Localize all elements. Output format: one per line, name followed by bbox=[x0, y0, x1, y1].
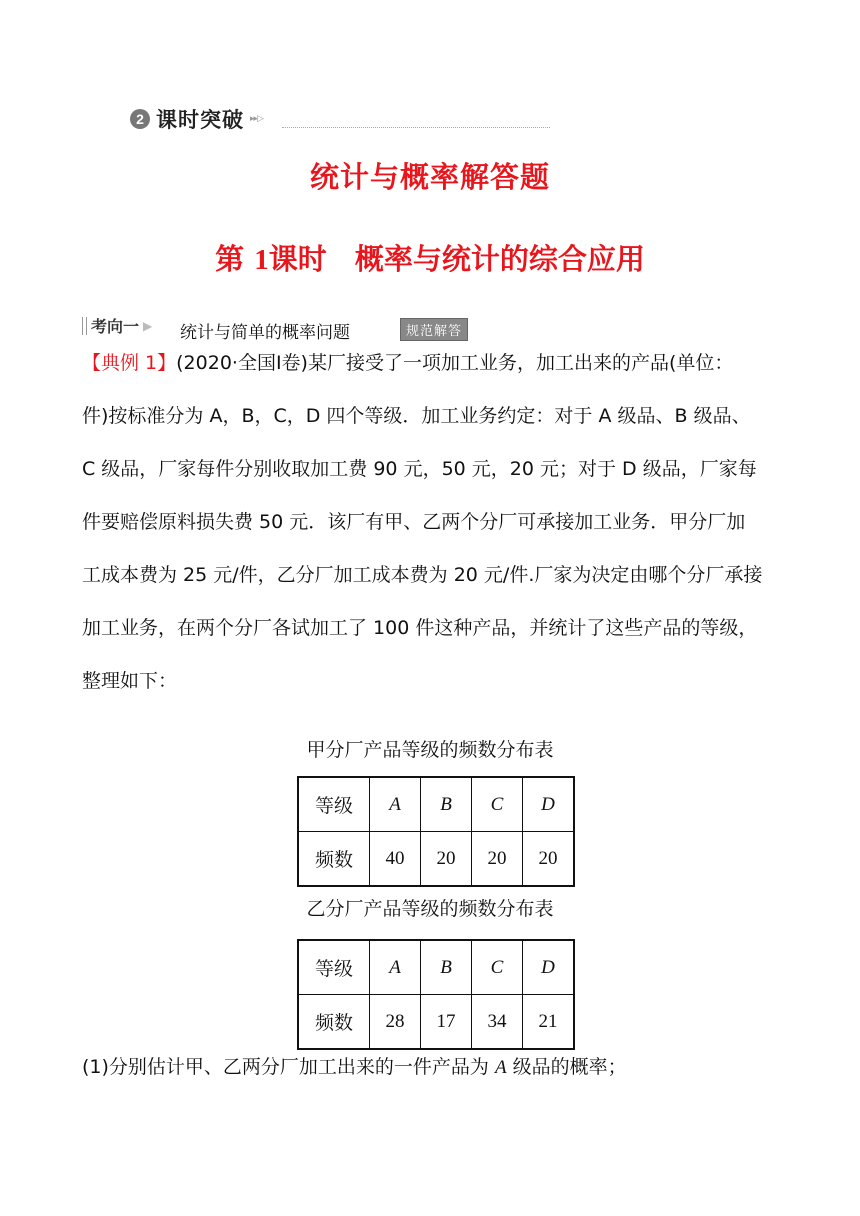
table-cell: B bbox=[421, 940, 472, 995]
direction-bar-icon bbox=[82, 317, 87, 335]
table-cell: 34 bbox=[472, 995, 523, 1050]
sub-title-prefix: 第 bbox=[215, 242, 245, 276]
table-row-label: 频数 bbox=[298, 832, 370, 887]
direction-name: 考向一 bbox=[91, 317, 140, 336]
section-divider bbox=[282, 127, 550, 128]
table-cell: D bbox=[523, 777, 575, 832]
table-cell: A bbox=[370, 777, 421, 832]
example-line-4: 件要赔偿原料损失费 50 元．该厂有甲、乙两个分厂可承接加工业务．甲分厂加 bbox=[82, 511, 746, 533]
table-cell: 40 bbox=[370, 832, 421, 887]
table-row-label: 频数 bbox=[298, 995, 370, 1050]
table-yi-title: 乙分厂产品等级的频数分布表 bbox=[306, 898, 554, 920]
example-line-6: 加工业务，在两个分厂各试加工了 100 件这种产品，并统计了这些产品的等级， bbox=[82, 617, 758, 639]
example-line-5: 工成本费为 25 元/件，乙分厂加工成本费为 20 元/件.厂家为决定由哪个分厂承接 bbox=[82, 564, 763, 586]
question-suffix: 级品的概率； bbox=[506, 1056, 627, 1078]
table-row bbox=[298, 940, 574, 995]
main-title: 统计与概率解答题 bbox=[309, 160, 550, 194]
direction-arrow-icon: ▶ bbox=[143, 318, 153, 333]
table-cell: A bbox=[370, 940, 421, 995]
sub-title bbox=[0, 237, 860, 278]
example-line-7: 整理如下： bbox=[82, 670, 178, 692]
table-cell: D bbox=[523, 940, 575, 995]
table-jia-title: 甲分厂产品等级的频数分布表 bbox=[306, 739, 554, 761]
direction-topic: 统计与简单的概率问题 bbox=[180, 323, 350, 343]
example-line-3: C 级品，厂家每件分别收取加工费 90 元，50 元，20 元；对于 D 级品，厂家每 bbox=[82, 458, 757, 480]
sub-title-topic: 概率与统计的综合应用 bbox=[354, 242, 645, 276]
question-grade: A bbox=[494, 1057, 507, 1078]
table-row bbox=[298, 777, 574, 832]
table-cell: 20 bbox=[472, 832, 523, 887]
table-cell: 17 bbox=[421, 995, 472, 1050]
sub-title-suffix: 课时 bbox=[268, 242, 327, 276]
table-cell: B bbox=[421, 777, 472, 832]
example-text: (2020·全国Ⅰ卷)某厂接受了一项加工业务，加工出来的产品(单位： bbox=[176, 352, 734, 374]
table-cell: 20 bbox=[523, 832, 575, 887]
table-cell: C bbox=[472, 940, 523, 995]
table-cell: 28 bbox=[370, 995, 421, 1050]
table-jia bbox=[297, 776, 575, 887]
table-yi bbox=[297, 939, 575, 1050]
example-line-1 bbox=[82, 337, 782, 390]
question-prefix: (1)分别估计甲、乙两分厂加工出来的一件产品为 bbox=[82, 1056, 495, 1078]
sub-title-number: 1 bbox=[254, 244, 269, 276]
table-row bbox=[298, 995, 574, 1050]
table-header-label: 等级 bbox=[298, 940, 370, 995]
example-label: 【典例 1】 bbox=[82, 352, 177, 374]
direction-tag: 规范解答 bbox=[400, 318, 468, 341]
table-cell: 20 bbox=[421, 832, 472, 887]
section-arrow-icon: ▸▸▷ bbox=[250, 114, 263, 124]
example-line-2: 件)按标准分为 A，B，C，D 四个等级．加工业务约定：对于 A 级品、B 级品、 bbox=[82, 405, 751, 427]
table-row bbox=[298, 832, 574, 887]
table-cell: C bbox=[472, 777, 523, 832]
direction-label bbox=[82, 314, 152, 337]
section-header bbox=[130, 104, 263, 134]
example-paragraph bbox=[82, 337, 782, 708]
table-header-label: 等级 bbox=[298, 777, 370, 832]
section-number-badge: 2 bbox=[130, 109, 150, 129]
question-1 bbox=[82, 1052, 627, 1079]
section-title: 课时突破 bbox=[156, 108, 244, 132]
table-cell: 21 bbox=[523, 995, 575, 1050]
